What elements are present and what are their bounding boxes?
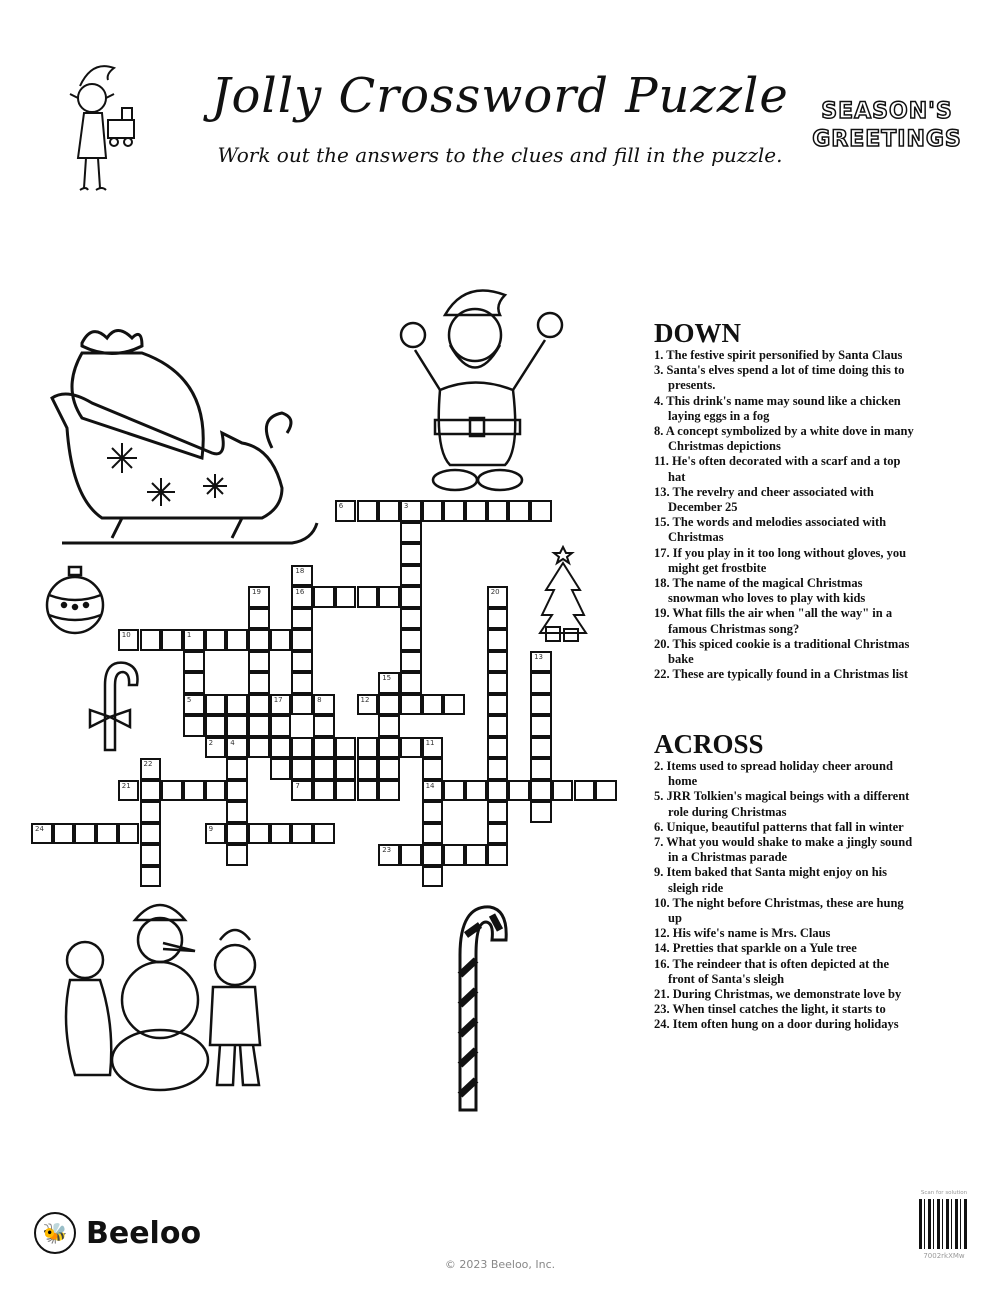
crossword-cell[interactable] xyxy=(74,823,96,845)
page-title: Jolly Crossword Puzzle xyxy=(211,68,789,124)
kids-snowman-illustration-icon xyxy=(55,895,270,1095)
crossword-cell[interactable] xyxy=(226,844,248,866)
crossword-cell[interactable] xyxy=(422,866,444,888)
crossword-cell[interactable] xyxy=(226,780,248,802)
crossword-cell[interactable] xyxy=(270,715,292,737)
crossword-cell[interactable] xyxy=(313,715,335,737)
down-clue: 18. The name of the magical Christmas snowman who loves to play with kids xyxy=(654,576,866,606)
crossword-cell[interactable] xyxy=(248,823,270,845)
crossword-cell[interactable] xyxy=(400,608,422,630)
across-clue: 9. Item baked that Santa might enjoy on his sleigh ride xyxy=(654,865,888,895)
crossword-cell[interactable] xyxy=(530,758,552,780)
crossword-cell[interactable] xyxy=(140,629,162,651)
down-clue: 11. He's often decorated with a scarf and a top hat xyxy=(654,454,901,484)
qr-label: Scan for solution xyxy=(920,1190,968,1196)
crossword-cell[interactable] xyxy=(530,801,552,823)
solution-qr-block[interactable] xyxy=(912,1190,976,1260)
crossword-cell[interactable] xyxy=(335,758,357,780)
elf-illustration-icon xyxy=(62,58,152,203)
copyright-text: © 2023 Beeloo, Inc. xyxy=(444,1258,556,1271)
crossword-cell[interactable] xyxy=(118,629,140,651)
crossword-cell[interactable] xyxy=(378,780,400,802)
crossword-cell[interactable] xyxy=(595,780,617,802)
down-clue: 1. The festive spirit personified by Santa Claus xyxy=(654,348,903,362)
crossword-cell[interactable] xyxy=(357,780,379,802)
crossword-cell[interactable] xyxy=(443,694,465,716)
large-candy-cane-icon xyxy=(420,895,510,1115)
clue-number: 11 xyxy=(425,738,435,747)
bee-icon: 🐝 xyxy=(34,1212,76,1254)
crossword-cell[interactable] xyxy=(487,737,509,759)
crossword-cell[interactable] xyxy=(422,737,444,759)
crossword-cell[interactable] xyxy=(357,694,379,716)
crossword-cell[interactable] xyxy=(53,823,75,845)
crossword-cell[interactable] xyxy=(248,651,270,673)
crossword-cell[interactable] xyxy=(443,780,465,802)
crossword-cell[interactable] xyxy=(530,737,552,759)
clue-number: 19 xyxy=(252,588,261,596)
crossword-cell[interactable] xyxy=(291,737,313,759)
across-clue: 6. Unique, beautiful patterns that fall in winter xyxy=(654,819,904,834)
crossword-cell[interactable] xyxy=(291,694,313,716)
across-clues-section xyxy=(654,729,914,1033)
crossword-cell[interactable] xyxy=(335,586,357,608)
beeloo-logo[interactable] xyxy=(34,1212,201,1254)
crossword-cell[interactable] xyxy=(465,780,487,802)
crossword-cell[interactable] xyxy=(357,758,379,780)
crossword-cell[interactable] xyxy=(487,629,509,651)
across-clue: 23. When tinsel catches the light, it starts to xyxy=(654,1002,886,1017)
crossword-cell[interactable] xyxy=(508,500,530,522)
clue-number: 22 xyxy=(143,760,153,768)
crossword-cell[interactable] xyxy=(118,823,140,845)
crossword-cell[interactable] xyxy=(248,737,270,759)
crossword-cell[interactable] xyxy=(487,586,509,608)
crossword-cell[interactable] xyxy=(183,780,205,802)
across-clue: 10. The night before Christmas, these are hung up xyxy=(654,895,904,926)
crossword-cell[interactable] xyxy=(226,737,248,759)
crossword-cell[interactable] xyxy=(226,758,248,780)
crossword-cell[interactable] xyxy=(378,500,400,522)
clue-number: 21 xyxy=(121,781,131,790)
crossword-cell[interactable] xyxy=(270,823,292,845)
crossword-cell[interactable] xyxy=(530,715,552,737)
down-clue: 3. Santa's elves spend a lot of time doing this to presents. xyxy=(654,363,905,393)
crossword-cell[interactable] xyxy=(400,522,422,544)
across-clue: 24. Item often hung on a door during holidays xyxy=(654,1017,899,1032)
crossword-cell[interactable] xyxy=(400,543,422,565)
across-clue: 12. His wife's name is Mrs. Claus xyxy=(654,926,831,941)
crossword-cell[interactable] xyxy=(487,715,509,737)
crossword-cell[interactable] xyxy=(487,758,509,780)
crossword-cell[interactable] xyxy=(508,780,530,802)
crossword-cell[interactable] xyxy=(487,608,509,630)
across-heading: ACROSS xyxy=(654,729,764,759)
crossword-cell[interactable] xyxy=(530,651,552,673)
crossword-cell[interactable] xyxy=(313,780,335,802)
across-clue: 2. Items used to spread holiday cheer around home xyxy=(654,759,893,789)
crossword-cell[interactable] xyxy=(183,629,205,651)
crossword-cell[interactable] xyxy=(530,694,552,716)
crossword-cell[interactable] xyxy=(270,629,292,651)
crossword-cell[interactable] xyxy=(248,586,270,608)
badge-line-1: SEASON'S xyxy=(821,99,953,124)
crossword-cell[interactable] xyxy=(422,801,444,823)
crossword-cell[interactable] xyxy=(140,758,162,780)
christmas-tree-icon xyxy=(538,545,588,645)
crossword-cell[interactable] xyxy=(400,694,422,716)
crossword-cell[interactable] xyxy=(248,629,270,651)
crossword-cell[interactable] xyxy=(161,780,183,802)
crossword-cell[interactable] xyxy=(226,801,248,823)
across-clue-list xyxy=(654,759,914,1033)
crossword-cell[interactable] xyxy=(443,500,465,522)
crossword-cell[interactable] xyxy=(335,780,357,802)
crossword-cell[interactable] xyxy=(205,694,227,716)
crossword-cell[interactable] xyxy=(465,844,487,866)
crossword-cell[interactable] xyxy=(291,629,313,651)
crossword-cell[interactable] xyxy=(378,672,400,694)
crossword-cell[interactable] xyxy=(530,500,552,522)
sleigh-illustration-icon xyxy=(42,318,322,553)
crossword-cell[interactable] xyxy=(313,823,335,845)
clue-number: 6 xyxy=(338,502,344,510)
crossword-cell[interactable] xyxy=(291,758,313,780)
crossword-cell[interactable] xyxy=(291,672,313,694)
crossword-cell[interactable] xyxy=(205,715,227,737)
clue-number: 2 xyxy=(208,738,214,747)
crossword-cell[interactable] xyxy=(552,780,574,802)
crossword-cell[interactable] xyxy=(226,694,248,716)
crossword-cell[interactable] xyxy=(270,758,292,780)
clue-number: 20 xyxy=(490,588,500,596)
crossword-cell[interactable] xyxy=(140,866,162,888)
crossword-cell[interactable] xyxy=(400,672,422,694)
santa-illustration-icon xyxy=(395,280,580,495)
clue-number: 15 xyxy=(382,674,392,682)
crossword-cell[interactable] xyxy=(335,737,357,759)
clue-number: 4 xyxy=(230,738,235,747)
crossword-cell[interactable] xyxy=(378,737,400,759)
clue-number: 12 xyxy=(360,695,370,704)
crossword-cell[interactable] xyxy=(487,823,509,845)
crossword-cell[interactable] xyxy=(487,844,509,866)
crossword-cell[interactable] xyxy=(291,651,313,673)
across-clue: 14. Pretties that sparkle on a Yule tree xyxy=(654,941,857,956)
crossword-cell[interactable] xyxy=(487,694,509,716)
crossword-cell[interactable] xyxy=(378,586,400,608)
crossword-cell[interactable] xyxy=(574,780,596,802)
qr-code-text: 7002rkXMw xyxy=(923,1252,965,1260)
down-clue: 15. The words and melodies associated with Christmas xyxy=(654,515,887,545)
crossword-cell[interactable] xyxy=(487,801,509,823)
crossword-cell[interactable] xyxy=(400,844,422,866)
crossword-cell[interactable] xyxy=(378,715,400,737)
clue-number: 17 xyxy=(273,695,283,704)
crossword-cell[interactable] xyxy=(140,844,162,866)
clue-number: 13 xyxy=(534,652,544,661)
clue-number: 14 xyxy=(425,781,435,790)
crossword-cell[interactable] xyxy=(400,565,422,587)
crossword-cell[interactable] xyxy=(422,694,444,716)
down-heading: DOWN xyxy=(654,318,741,348)
crossword-cell[interactable] xyxy=(378,758,400,780)
crossword-cell[interactable] xyxy=(226,715,248,737)
crossword-cell[interactable] xyxy=(291,823,313,845)
across-clue: 21. During Christmas, we demonstrate love by xyxy=(654,987,902,1002)
clue-number: 9 xyxy=(208,824,214,833)
ornament-illustration-icon xyxy=(44,565,106,637)
crossword-cell[interactable] xyxy=(140,801,162,823)
clue-number: 5 xyxy=(186,695,192,704)
clue-number: 18 xyxy=(295,566,305,575)
crossword-cell[interactable] xyxy=(378,844,400,866)
clue-number: 10 xyxy=(121,631,131,639)
across-clue: 5. JRR Tolkien's magical beings with a different role during Christmas xyxy=(654,789,910,819)
clue-number: 7 xyxy=(295,781,300,790)
crossword-cell[interactable] xyxy=(161,629,183,651)
small-candy-cane-icon xyxy=(75,655,145,755)
crossword-cell[interactable] xyxy=(205,737,227,759)
down-clue: 17. If you play in it too long without gloves, you might get frostbite xyxy=(654,545,907,575)
crossword-cell[interactable] xyxy=(248,694,270,716)
crossword-cell[interactable] xyxy=(205,629,227,651)
crossword-cell[interactable] xyxy=(378,694,400,716)
crossword-cell[interactable] xyxy=(248,715,270,737)
crossword-cell[interactable] xyxy=(357,500,379,522)
crossword-cell[interactable] xyxy=(226,629,248,651)
qr-code-icon[interactable] xyxy=(919,1199,969,1249)
crossword-cell[interactable] xyxy=(291,565,313,587)
crossword-cell[interactable] xyxy=(183,672,205,694)
crossword-cell[interactable] xyxy=(422,844,444,866)
down-clue: 4. This drink's name may sound like a chicken laying eggs in a fog xyxy=(654,393,901,423)
crossword-cell[interactable] xyxy=(422,780,444,802)
clue-number: 1 xyxy=(186,631,192,639)
page-subtitle: Work out the answers to the clues and fill in the puzzle. xyxy=(217,143,783,167)
crossword-cell[interactable] xyxy=(205,780,227,802)
clue-number: 3 xyxy=(403,502,409,510)
crossword-cell[interactable] xyxy=(443,844,465,866)
crossword-cell[interactable] xyxy=(96,823,118,845)
crossword-cell[interactable] xyxy=(487,500,509,522)
seasons-greetings-badge xyxy=(812,98,962,154)
crossword-cell[interactable] xyxy=(400,737,422,759)
down-clues-section xyxy=(654,318,914,682)
crossword-cell[interactable] xyxy=(313,586,335,608)
crossword-cell[interactable] xyxy=(335,500,357,522)
clue-number: 16 xyxy=(295,588,305,596)
crossword-cell[interactable] xyxy=(31,823,53,845)
across-clue: 7. What you would shake to make a jingly sound in a Christmas parade xyxy=(654,835,913,865)
crossword-cell[interactable] xyxy=(183,715,205,737)
crossword-cell[interactable] xyxy=(400,651,422,673)
down-clue: 8. A concept symbolized by a white dove in many Christmas depictions xyxy=(654,424,914,454)
crossword-cell[interactable] xyxy=(400,629,422,651)
down-clue: 13. The revelry and cheer associated with December 25 xyxy=(654,484,874,515)
crossword-cell[interactable] xyxy=(313,758,335,780)
crossword-cell[interactable] xyxy=(248,672,270,694)
crossword-cell[interactable] xyxy=(140,823,162,845)
across-clue: 16. The reindeer that is often depicted at the front of Santa's sleigh xyxy=(654,956,890,986)
crossword-cell[interactable] xyxy=(400,586,422,608)
crossword-cell[interactable] xyxy=(530,672,552,694)
clue-number: 23 xyxy=(382,846,392,854)
crossword-cell[interactable] xyxy=(422,500,444,522)
clue-number: 8 xyxy=(317,695,322,704)
crossword-cell[interactable] xyxy=(291,780,313,802)
crossword-cell[interactable] xyxy=(400,500,422,522)
crossword-cell[interactable] xyxy=(291,608,313,630)
crossword-cell[interactable] xyxy=(313,737,335,759)
crossword-cell[interactable] xyxy=(248,608,270,630)
crossword-cell[interactable] xyxy=(183,694,205,716)
brand-name: Beeloo xyxy=(86,1215,202,1251)
badge-line-2: GREETINGS xyxy=(812,127,962,152)
crossword-cell[interactable] xyxy=(118,780,140,802)
crossword-cell[interactable] xyxy=(357,737,379,759)
down-clue-list xyxy=(654,348,914,682)
crossword-cell[interactable] xyxy=(226,823,248,845)
clue-number: 24 xyxy=(35,824,44,833)
down-clue: 22. These are typically found in a Christmas list xyxy=(654,667,909,682)
crossword-cell[interactable] xyxy=(487,651,509,673)
crossword-cell[interactable] xyxy=(205,823,227,845)
crossword-cell[interactable] xyxy=(313,694,335,716)
crossword-cell[interactable] xyxy=(140,780,162,802)
crossword-cell[interactable] xyxy=(291,586,313,608)
crossword-cell[interactable] xyxy=(487,780,509,802)
crossword-cell[interactable] xyxy=(183,651,205,673)
crossword-cell[interactable] xyxy=(530,780,552,802)
crossword-cell[interactable] xyxy=(357,586,379,608)
crossword-cell[interactable] xyxy=(465,500,487,522)
crossword-cell[interactable] xyxy=(487,672,509,694)
crossword-cell[interactable] xyxy=(270,737,292,759)
crossword-cell[interactable] xyxy=(422,823,444,845)
crossword-cell[interactable] xyxy=(422,758,444,780)
down-clue: 19. What fills the air when "all the way" in a famous Christmas song? xyxy=(654,606,893,636)
crossword-cell[interactable] xyxy=(270,694,292,716)
down-clue: 20. This spiced cookie is a traditional Christmas bake xyxy=(654,636,910,667)
